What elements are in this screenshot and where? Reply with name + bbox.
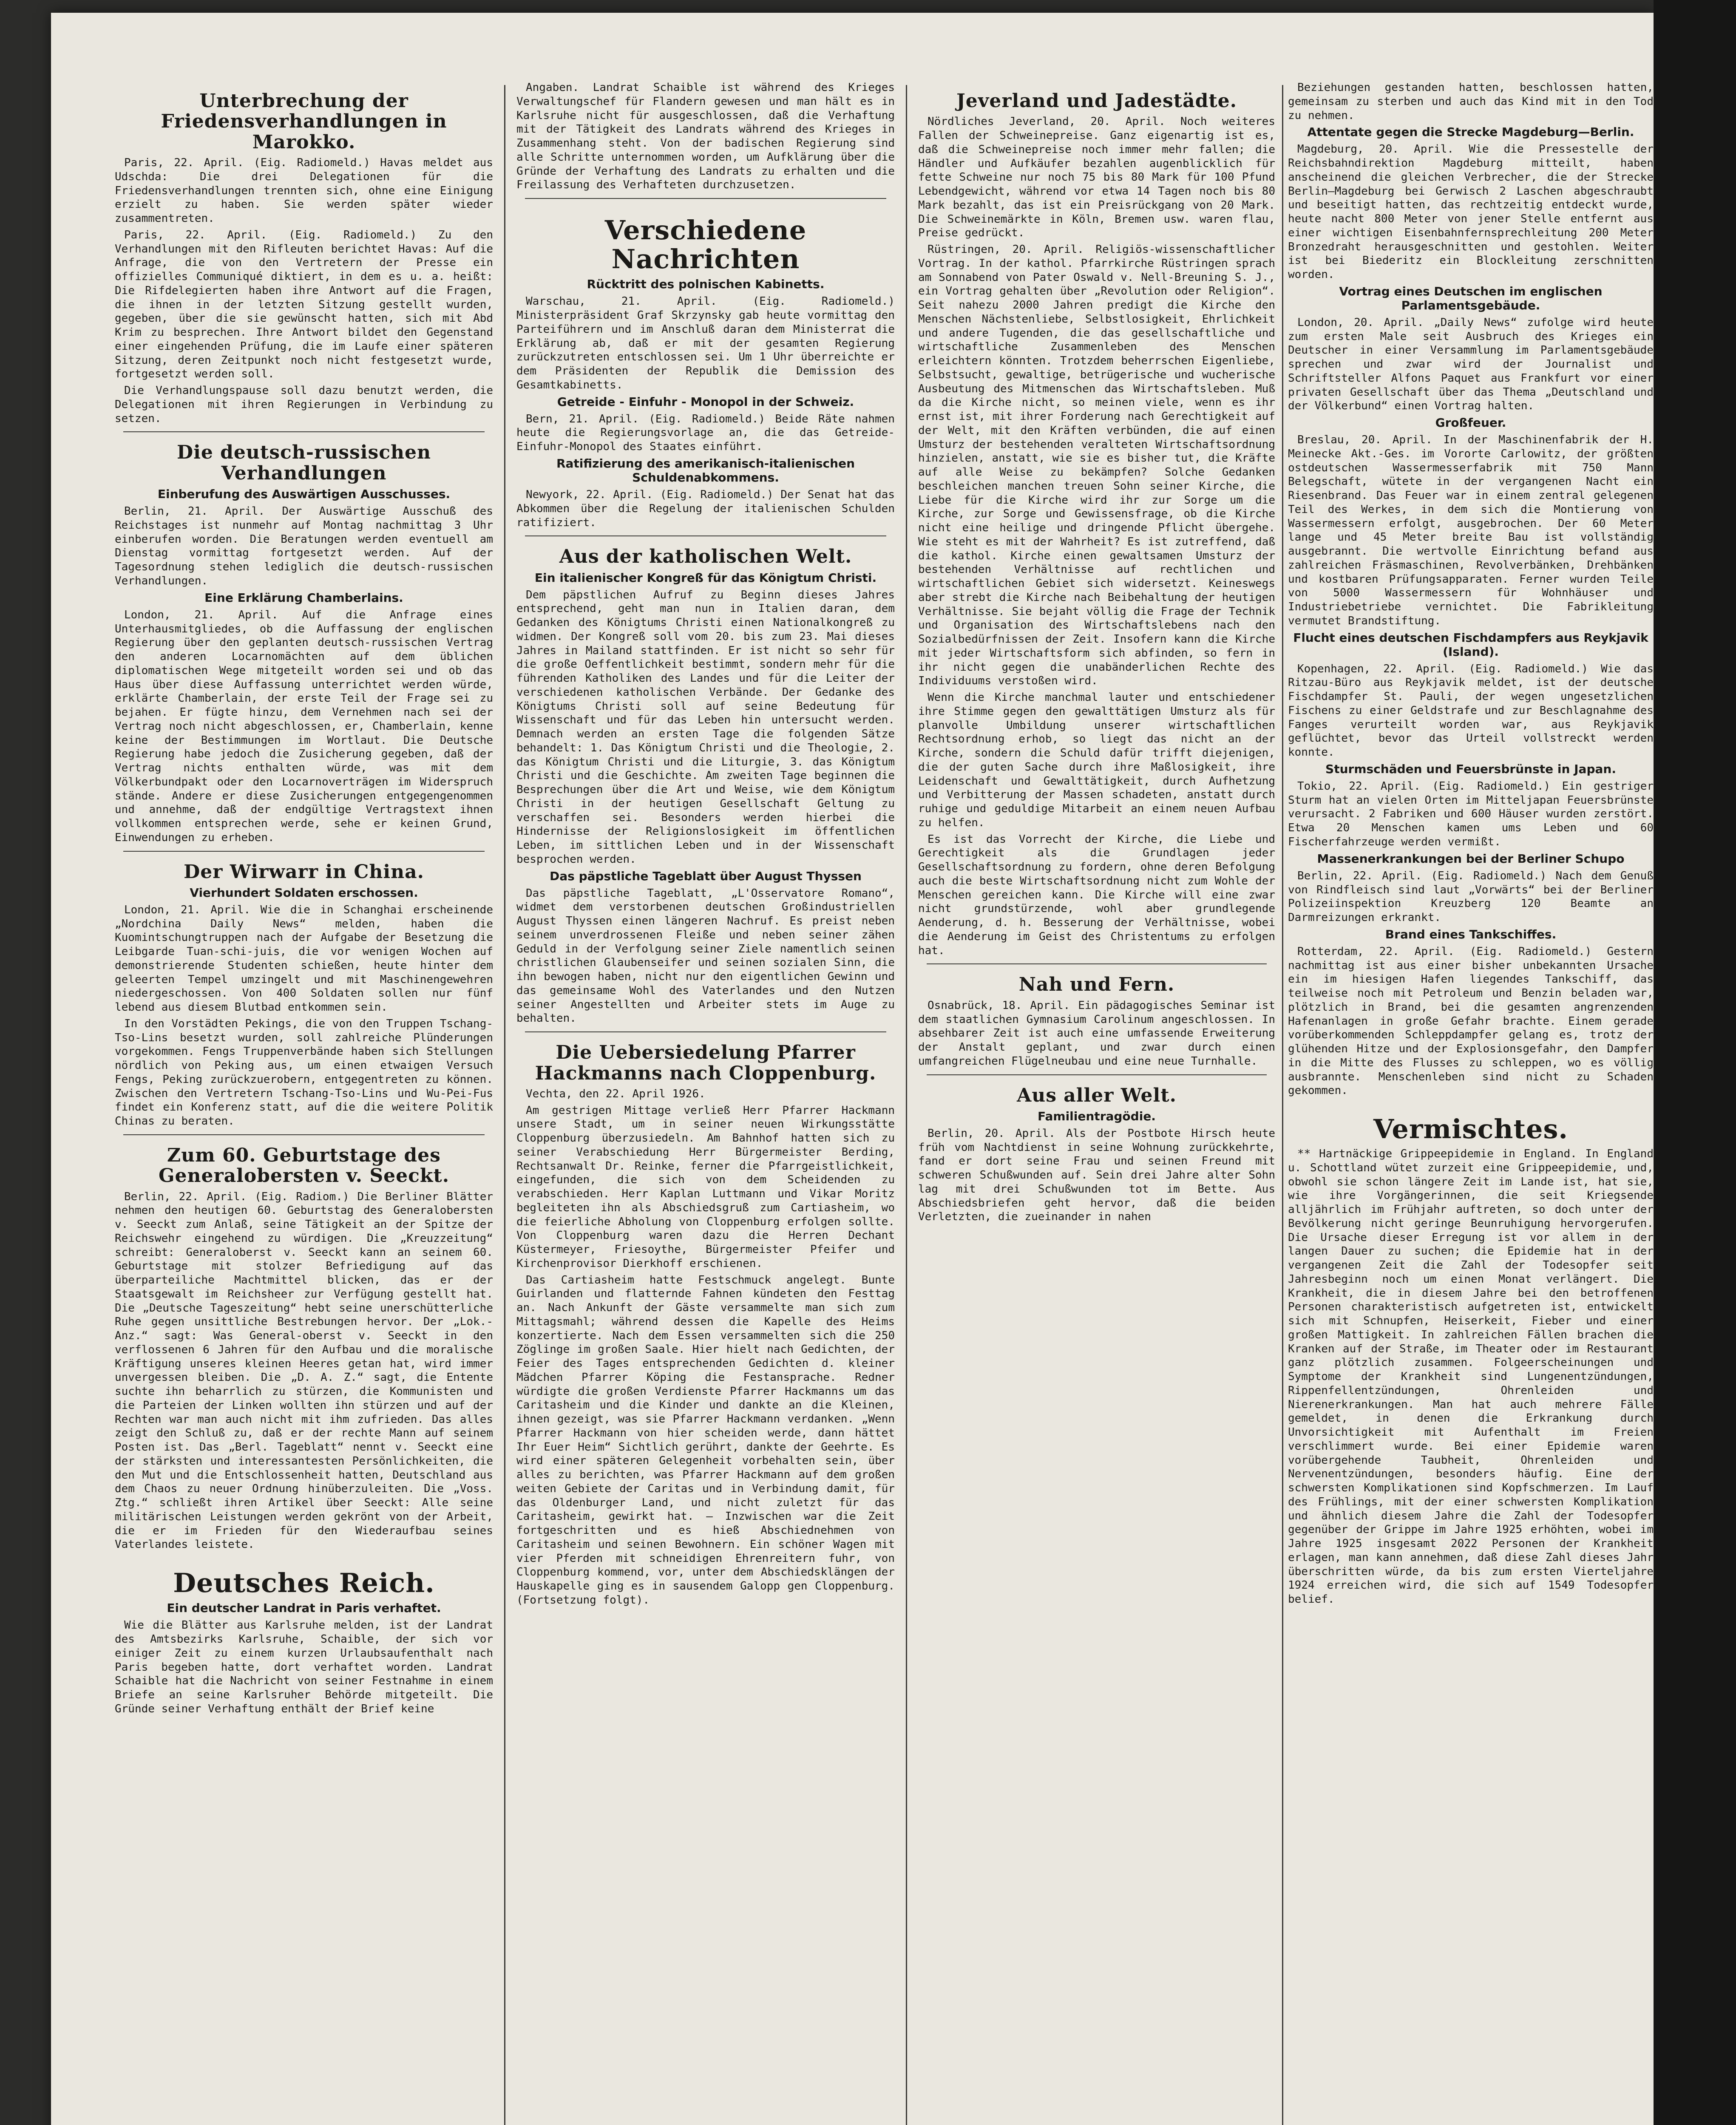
column-1 — [115, 81, 493, 2125]
article-paragraph: In den Vorstädten Pekings, die von den Truppen Tschang-Tso-Lins besetzt wurden, soll zahlreiche Plünderungen vorgekommen. Fengs Truppenverbände haben sich Stellungen nördlich von Peking aus, um einen etwaigen Versuch Fengs, Peking zurückzuerobern, entgegentreten zu können. Zwischen den Vertretern Tschang-Tso-Lins und Wu-Pei-Fus findet ein Konferenz statt, auf die die weitere Politik Chinas zu beraten. — [115, 1017, 493, 1128]
article-paragraph: Es ist das Vorrecht der Kirche, die Liebe und Gerechtigkeit als die Grundlagen jeder Gesellschaftsordnung zu fordern, ohne deren Befolgung auch die beste Wirtschaftsordnung nicht zum Wohle der Menschen gereichen kann. Die Kirche will eine zwar nicht grundstürzende, wohl aber grundlegende Aenderung, d. h. Besserung der Verhältnisse, wobei die Aenderung im Geist des Christentums zu erfolgen hat. — [918, 833, 1275, 957]
article-paragraph: Nördliches Jeverland, 20. April. Noch weiteres Fallen der Schweinepreise. Ganz eigenartig ist es, daß die Schweinepreise noch immer mehr fallen; die Händler und Aufkäufer bezahlen augenblicklich für fette Schweine nur noch 75 bis 80 Mark für 100 Pfund Lebendgewicht, während vor etwa 14 Tagen noch bis 80 Mark bezahlt, das ist ein Preisrückgang von 20 Mark. Die Schweinemärkte in Köln, Bremen usw. waren flau, Preise gedrückt. — [918, 115, 1275, 240]
column-4 — [1288, 81, 1654, 2125]
section-divider — [123, 851, 485, 852]
article-paragraph: Beziehungen gestanden hatten, beschlossen hatten, gemeinsam zu sterben und auch das Kind mit in den Tod zu nehmen. — [1288, 81, 1654, 122]
article-paragraph: Rüstringen, 20. April. Religiös-wissenschaftlicher Vortrag. In der kathol. Pfarrkirche Rüstringen sprach am Sonnabend von Pater Oswald v. Nell-Breuning S. J., ein Vortrag gehalten über „Revolution oder Religion“. Seit nahezu 2000 Jahren predigt die Kirche den Menschen Nächstenliebe, Selbstlosigkeit, Ehrlichkeit und andere Tugenden, die das gesellschaftliche und wirtschaftliche Zusammenleben des Menschen erleichtern könnten. Trotzdem beherrschen Eigenliebe, Selbstsucht, gewaltige, betrügerische und wucherische Ausbeutung des Mitmenschen das Wirtschaftsleben. Muß da die Kirche nicht, so meinen viele, wenn es ihr ernst ist, mit ihrer Forderung nach Gerechtigkeit auf der Welt, mit den Kräften verbünden, die auf einen Umsturz der bestehenden veralteten Wirtschaftsordnung hinzielen, anstatt, wie sie es bisher tut, die Kräfte auf alle Weise zu bekämpfen? Solche Gedanken beschleichen manchen treuen Sohn seiner Kirche, die Liebe für die Kirche wird ihr zur Sorge um die Kirche, zur Sorge und Gewissensfrage, ob die Kirche nicht eine heilige und dringende Pflicht übergehe. Wie steht es mit der Wahrheit? Es ist zutreffend, daß die kathol. Kirche einen gewaltsamen Umsturz der bestehenden Verhältnisse auf rechtlichen und wirtschaftlichen Gebiet sich widersetzt. Keineswegs aber strebt die Kirche nach Beibehaltung der heutigen Verhältnisse. Sie bejaht völlig die Frage der Technik und Organisation des Wirtschaftslebens nach den Sozialbedürfnissen der Zeit. Insofern kann die Kirche mit jeder Wirtschaftsform sich abfinden, so fern in ihr nicht gegen die unabänderlichen Rechte des Individuums verstoßen wird. — [918, 243, 1275, 688]
article-paragraph: Vechta, den 22. April 1926. — [526, 1087, 706, 1100]
article-headline: Jeverland und Jadestädte. — [956, 90, 1237, 112]
section-divider — [123, 1134, 485, 1135]
article-paragraph: Breslau, 20. April. In der Maschinenfabrik der H. Meinecke Akt.-Ges. im Vororte Carlowitz, der größten ostdeutschen Wassermesserfabrik mit 750 Mann Belegschaft, wütete in der vergangenen Nacht ein Riesenbrand. Das Feuer war in einem zentral gelegenen Teil des Werkes, in dem sich die Montierung von Wassermessern erfolgt, ausgebrochen. Der 60 Meter lange und 45 Meter breite Bau ist vollständig ausgebrannt. Die wertvolle Einrichtung befand aus zahlreichen Fräsmaschinen, Revolverbänken, Drehbänken und kostbaren Prüfungsapparaten. Ferner wurden Teile von 5000 Wassermessern für Wohnhäuser und Industriebetriebe vernichtet. Die Fabrikleitung vermutet Brandstiftung. — [1288, 434, 1654, 627]
article-subheadline: Eine Erklärung Chamberlains. — [204, 590, 403, 605]
article-subheadline: Großfeuer. — [1435, 416, 1506, 430]
article-paragraph: Dem päpstlichen Aufruf zu Beginn dieses Jahres entsprechend, geht man nun in Italien daran, dem Gedanken des Königtums Christi einen Nationalkongreß zu widmen. Der Kongreß soll vom 20. bis zum 23. Mai dieses Jahres in Mailand stattfinden. Er ist nicht so sehr für die große Oeffentlichkeit bestimmt, sondern mehr für die führenden Katholiken des Landes und für die Leiter der verschiedenen katholischen Verbände. Der Gedanke des Königtums Christi soll auf seine Bedeutung für Wissenschaft und für das Leben hin untersucht werden. Demnach werden an ersten Tage die folgenden Sätze behandelt: 1. Das Königtum Christi und die Theologie, 2. das Königtum Christi und die Liturgie, 3. das Königtum Christi und die Geschichte. Am zweiten Tage beginnen die Besprechungen über die Art und Weise, wie dem Königtum Christi in der heutigen Gesellschaft Geltung zu verschaffen sei. Besonders werden hierbei die Hindernisse der Religionslosigkeit im öffentlichen Leben, im sittlichen Leben und in der Wissenschaft besprochen werden. — [516, 588, 895, 866]
article-subheadline: Vortrag eines Deutschen im englischen Parlamentsgebäude. — [1339, 284, 1603, 312]
article-paragraph: Wie die Blätter aus Karlsruhe melden, ist der Landrat des Amtsbezirks Karlsruhe, Schaible, der sich vor einiger Zeit zu einem kurzen Urlaubsaufenthalt nach Paris begeben hatte, dort verhaftet worden. Landrat Schaible hat die Nachricht von seiner Festnahme in einem Briefe an seine Karlsruher Behörde mitgeteilt. Die Gründe seiner Verhaftung enthält der Brief keine — [115, 1619, 493, 1715]
column-2 — [516, 81, 895, 2125]
article-headline: Die Uebersiedelung Pfarrer Hackmanns nach Cloppenburg. — [535, 1042, 877, 1084]
article-paragraph: London, 21. April. Wie die in Schanghai erscheinende „Nordchina Daily News“ melden, haben die Kuomintschungtruppen nach der Aufgabe der Besetzung die Leibgarde Tuan-schi-juis, die vor wenigen Wochen auf demonstrierende Studenten schießen, heute hinter dem geleerten Tempel umzingelt und mit Maschinengewehren niedergeschossen. Von 400 Soldaten sollen nur fünf lebend aus diesem Blutbad entkommen sein. — [115, 903, 493, 1014]
article-paragraph: Am gestrigen Mittage verließ Herr Pfarrer Hackmann unsere Stadt, um in seiner neuen Wirkungsstätte Cloppenburg überzusiedeln. Am Bahnhof hatten sich zu seiner Verabschiedung Herr Bürgermeister Berding, Rechtsanwalt Dr. Reinke, ferner die Pfarrgeistlichkeit, eingefunden, die sich von dem Scheidenden zu verabschieden. Herr Kaplan Luttmann und Vikar Moritz begleiteten ihn als Abschiedsgruß zum Cartiasheim, wo die feierliche Abholung von Cloppenburg erfolgen sollte. Von Cloppenburg waren dazu die Herren Dechant Küstermeyer, Friesoythe, Bürgermeister Pfeifer und Kirchenprovisor Dierkhoff erschienen. — [516, 1104, 895, 1270]
article-headline: Die deutsch-russischen Verhandlungen — [176, 442, 431, 484]
article-paragraph: Rotterdam, 22. April. (Eig. Radiomeld.) Gestern nachmittag ist aus einer bisher unbekannten Ursache ein im hiesigen Hafen liegendes Tankschiff, das teilweise noch mit Petroleum und Benzin beladen war, plötzlich in Brand, bei die gesamten angrenzenden Hafenanlagen in große Gefahr brachte. Einem gerade vorüberkommenden Schleppdampfer gelang es, trotz der glühenden Hitze und der Explosionsgefahr, den Dampfer in die Mitte des Flusses zu schleppen, wo es völlig ausbrannte. Menschenleben sind nicht zu Schaden gekommen. — [1288, 945, 1654, 1097]
article-subheadline: Getreide - Einfuhr - Monopol in der Schweiz. — [557, 394, 854, 409]
article-headline: Nah und Fern. — [1018, 974, 1175, 996]
scan-border — [1654, 0, 1736, 2125]
section-divider — [927, 1074, 1267, 1075]
article-subheadline: Vierhundert Soldaten erschossen. — [190, 885, 418, 900]
article-paragraph: Paris, 22. April. (Eig. Radiomeld.) Havas meldet aus Udschda: Die drei Delegationen für die Friedensverhandlungen trennten sich, ohne eine Einigung erzielt zu haben. Sie werden später wieder zusammentreten. — [115, 156, 493, 225]
article-subheadline: Ein italienischer Kongreß für das Königtum Christi. — [534, 570, 877, 585]
article-subheadline: Flucht eines deutschen Fischdampfers aus Reykjavik (Island). — [1293, 630, 1648, 659]
article-subheadline: Massenerkrankungen bei der Berliner Schupo — [1317, 851, 1625, 866]
article-paragraph: Angaben. Landrat Schaible ist während des Krieges Verwaltungschef für Flandern gewesen und man hält es in Karlsruhe nicht für ausgeschlossen, daß die Verhaftung mit der Tätigkeit des Landrats während des Krieges in Zusammenhang steht. Von der badischen Regierung sind alle Schritte unternommen worden, um Aufklärung über die Gründe der Verhaftung des Landrats zu erhalten und die Freilassung des Verhafteten durchzusetzen. — [516, 81, 895, 192]
article-paragraph: Wenn die Kirche manchmal lauter und entschiedener ihre Stimme gegen den gewalttätigen Umsturz als für planvolle Umbildung unserer wirtschaftlichen Rechtsordnung erhob, so liegt das nicht an der Kirche, sondern die Schuld dafür trifft diejenigen, die der guten Sache durch ihre Maßlosigkeit, ihre Leidenschaft und Gewalttätigkeit, durch Aufhetzung und Verbitterung der Massen schadeten, anstatt durch ruhige und geduldige Mitarbeit an einem neuen Aufbau zu helfen. — [918, 691, 1275, 829]
article-paragraph: Berlin, 20. April. Als der Postbote Hirsch heute früh vom Nachtdienst in seine Wohnung zurückkehrte, fand er dort seine Frau und seinen Freund mit schweren Schußwunden auf. Sein drei Jahre alter Sohn lag mit drei Schußwunden tot im Bette. Aus Abschiedsbriefen geht hervor, daß die beiden Verletzten, die zueinander in nahen — [918, 1127, 1275, 1224]
article-paragraph: Bern, 21. April. (Eig. Radiomeld.) Beide Räte nahmen heute die Regierungsvorlage an, die das Getreide-Einfuhr-Monopol des Staates einführt. — [516, 412, 895, 453]
article-paragraph: Kopenhagen, 22. April. (Eig. Radiomeld.) Wie das Ritzau-Büro aus Reykjavik meldet, ist der deutsche Fischdampfer St. Pauli, der wegen ungesetzlichen Fischens zu einer Geldstrafe und zur Beschlagnahme des Fanges verurteilt worden war, aus Reykjavik geflüchtet, bevor das Urteil vollstreckt werden konnte. — [1288, 662, 1654, 759]
section-divider — [525, 1031, 886, 1032]
article-headline: Zum 60. Geburtstage des Generalobersten v. Seeckt. — [158, 1144, 450, 1187]
article-paragraph: Das Cartiasheim hatte Festschmuck angelegt. Bunte Guirlanden und flatternde Fahnen kündeten den Festtag an. Nach Ankunft der Gäste versammelte man sich zum Mittagsmahl; während dessen die Kapelle des Heims konzertierte. Nach dem Essen versammelten sich die 250 Zöglinge im großen Saale. Hier hielt nach Gedichten, der Feier des Tages entsprechenden Gedichten d. kleiner Mädchen Pfarrer Köping die Festansprache. Redner würdigte die großen Verdienste Pfarrer Hackmanns um das Caritasheim und die Kinder und dankte an die Kleinen, ihnen gezeigt, was sie Pfarrer Hackmann verdanken. „Wenn Pfarrer Hackmann von hier scheiden werde, dann hättet Ihr Euer Heim“ Sichtlich gerührt, dankte der Geehrte. Es wird einer späteren Gelegenheit vorbehalten sein, über alles zu berichten, was Pfarrer Hackmann auf dem großen weiten Gebiete der Caritas und in Verbindung damit, für das Oldenburger Land, und nicht zuletzt für das Caritasheim, gewirkt hat. — Inzwischen war die Zeit fortgeschritten und es hieß Abschiednehmen von Caritasheim und seinen Bewohnern. Ein schöner Wagen mit vier Pferden mit schneidigen Ehrenreitern fuhr, von Cloppenburg kommend, vor, unter dem Abschiedsklängen der Hauskapelle ging es in sausendem Galopp gen Cloppenburg. (Fortsetzung folgt). — [516, 1273, 895, 1606]
article-paragraph: Magdeburg, 20. April. Wie die Pressestelle der Reichsbahndirektion Magdeburg mitteilt, haben anscheinend die gleichen Verbrecher, die der Strecke Berlin—Magdeburg bei Gerwisch 2 Laschen abgeschraubt und beseitigt hatten, das rechtzeitig entdeckt wurde, heute nacht 800 Meter von jener Stelle entfernt aus einer wichtigen Eisenbahnfernsprechleitung 200 Meter Bronzedraht herausgeschnitten und gestohlen. Weiter ist bei Biederitz ein Blockleitung zerschnitten worden. — [1288, 143, 1654, 281]
article-paragraph: Osnabrück, 18. April. Ein pädagogisches Seminar ist dem staatlichen Gymnasium Carolinum angeschlossen. In absehbarer Zeit ist auch eine umfassende Erweiterung der Anstalt geplant, und zwar durch einen umfangreichen Flügelneubau und eine neue Turnhalle. — [918, 999, 1275, 1068]
column-rule — [906, 85, 907, 2125]
article-paragraph: Newyork, 22. April. (Eig. Radiomeld.) Der Senat hat das Abkommen über die Regelung der italienischen Schulden ratifiziert. — [516, 488, 895, 529]
article-subheadline: Familientragödie. — [1038, 1109, 1156, 1123]
article-paragraph: London, 21. April. Auf die Anfrage eines Unterhausmitgliedes, ob die Auffassung der englischen Regierung über den geplanten deutsch-russischen Vertrag den anderen Locarnomächten auf dem üblichen diplomatischen Wege mitgeteilt worden sei und ob das Haus über diese Auffassung unterrichtet werden würde, erklärte Chamberlain, der erste Teil der Frage sei zu bejahen. Er fügte hinzu, dem Vernehmen nach sei der Vertrag noch nicht abgeschlossen, er, Chamberlain, kenne keine der Bestimmungen im Wortlaut. Die Deutsche Regierung habe jedoch die Zusicherung gegeben, daß der Vertrag nichts enthalten würde, was mit dem Völkerbundpakt oder den Locarnoverträgen im Widerspruch stände. Andere er diese Zusicherungen entgegengenommen und annehme, daß der endgültige Vertragstext ihnen vollkommen entsprechen werde, sehe er keinen Grund, Einwendungen zu erheben. — [115, 608, 493, 844]
section-divider — [123, 431, 485, 432]
article-subheadline: Das päpstliche Tageblatt über August Thyssen — [550, 869, 862, 883]
article-subheadline: Attentate gegen die Strecke Magdeburg—Berlin. — [1307, 125, 1634, 139]
article-paragraph: Tokio, 22. April. (Eig. Radiomeld.) Ein gestriger Sturm hat an vielen Orten im Mitteljapan Feuersbrünste verursacht. 2 Fabriken und 600 Häuser wurden zerstört. Etwa 20 Menschen kamen ums Leben und 60 Fischerfahrzeuge werden vermißt. — [1288, 779, 1654, 848]
article-headline: Deutsches Reich. — [173, 1567, 435, 1599]
column-3 — [918, 81, 1275, 2125]
article-paragraph: Berlin, 22. April. (Eig. Radiomeld.) Nach dem Genuß von Rindfleisch sind laut „Vorwärts“ bei der Berliner Polizeiinspektion Kreuzberg 120 Beamte an Darmreizungen erkrankt. — [1288, 869, 1654, 924]
section-divider — [927, 963, 1267, 964]
article-paragraph: Warschau, 21. April. (Eig. Radiomeld.) Ministerpräsident Graf Skrzynsky gab heute vormittag den Parteiführern und im Anschluß daran dem Ministerrat die Erklärung ab, daß er mit der gesamten Regierung zurückzutreten entschlossen sei. Um 1 Uhr überreichte er dem Präsidenten der Republik die Demission des Gesamtkabinetts. — [516, 295, 895, 391]
article-paragraph: Berlin, 21. April. Der Auswärtige Ausschuß des Reichstages ist nunmehr auf Montag nachmittag 3 Uhr einberufen worden. Die Beratungen werden eventuell am Dienstag vormittag fortgesetzt werden. Auf der Tagesordnung stehen lediglich die deutsch-russischen Verhandlungen. — [115, 505, 493, 587]
article-headline: Unterbrechung der Friedensverhandlungen in Marokko. — [161, 90, 447, 153]
article-paragraph: ** Hartnäckige Grippeepidemie in England. In England u. Schottland wütet zurzeit eine Grippeepidemie, und, obwohl sie schon längere Zeit im Lande ist, hat sie, wie ihre Vorgängerinnen, die seit Kriegsende alljährlich im Frühjahr auftreten, so doch unter der Bevölkerung nicht geringe Beunruhigung hervorgerufen. Die Ursache dieser Erregung ist vor allem in der langen Dauer zu suchen; die Epidemie hat in der vergangenen Zeit die Zahl der Todesopfer seit Jahresbeginn noch um einen Monat verlängert. Die Krankheit, die in diesem Jahre bei den betroffenen Personen charakteristisch aufgetreten ist, entwickelt sich mit Schnupfen, Heiserkeit, Fieber und einer großen Mattigkeit. In zahlreichen Fällen brachen die Kranken auf der Straße, im Theater oder im Restaurant ganz plötzlich zusammen. Folgeerscheinungen und Symptome der Krankheit sind Lungenentzündungen, Rippenfellentzündungen, Ohrenleiden und Nierenerkrankungen. Man hat auch mehrere Fälle gemeldet, in denen die Erkrankung durch Unvorsichtigkeit mit Aufenthalt im Freien verschlimmert wurde. Bei einer Epidemie waren vorübergehende Taubheit, Ohrenleiden und Nervenentzündungen, besonders häufig. Eine der schwersten Komplikationen sind Kopfschmerzen. Im Lauf des Frühlings, mit der einer schwersten Komplikation und ähnlich diesem Jahre die Zahl der Todesopfer gegenüber der Grippe im Jahre 1925 erhöhten, wobei im Jahre 1925 insgesamt 2022 Personen der Krankheit erlagen, man kann annehmen, daß diese Zahl dieses Jahr überschritten würde, da bis zum ersten Vierteljahre 1924 erreichen wird, die sich auf 1549 Todesopfer belief. — [1288, 1148, 1654, 1606]
article-headline: Aus aller Welt. — [1017, 1084, 1177, 1106]
article-paragraph: Die Verhandlungspause soll dazu benutzt werden, die Delegationen mit ihren Regierungen in Verbindung zu setzen. — [115, 384, 493, 425]
article-subheadline: Brand eines Tankschiffes. — [1385, 927, 1557, 941]
article-headline: Verschiedene Nachrichten — [604, 215, 807, 275]
article-paragraph: Berlin, 22. April. (Eig. Radiom.) Die Berliner Blätter nehmen den heutigen 60. Geburtstag des Generalobersten v. Seeckt zum Anlaß, seine Tätigkeit an der Spitze der Reichswehr eingehend zu würdigen. Die „Kreuzzeitung“ schreibt: Generaloberst v. Seeckt kann an seinem 60. Geburtstage mit stolzer Befriedigung auf das überparteiliche Machtmittel blicken, das er der Staatsgewalt im Reichsheer zur Verfügung gestellt hat. Die „Deutsche Tageszeitung“ hebt seine unerschütterliche Ruhe gegen unsittliche Bestrebungen hervor. Der „Lok.-Anz.“ sagt: Was General-oberst v. Seeckt in den verflossenen 6 Jahren für den Aufbau und die moralische Kräftigung unseres kleinen Heeres getan hat, wird immer unvergessen bleiben. Die „D. A. Z.“ sagt, die Entente suchte ihn beharrlich zu stürzen, die Kommunisten und die Parteien der Linken wollten ihn stürzen und auf der Rechten war man auch nicht mit ihm zufrieden. Das alles zeigt den Schluß zu, daß er der rechte Mann auf seinem Posten ist. Das „Berl. Tageblatt“ nennt v. Seeckt eine der stärksten und interessantesten Persönlichkeiten, die den Mut und die Entschlossenheit hatten, Deutschland aus dem Chaos zu neuer Ordnung hinüberzuleiten. Die „Voss. Ztg.“ schließt ihren Artikel über Seeckt: Alle seine militärischen Leistungen werden gekrönt von der Arbeit, die er im Frieden für den Wiederaufbau seines Vaterlandes leistete. — [115, 1190, 493, 1551]
article-headline: Aus der katholischen Welt. — [559, 546, 852, 568]
article-subheadline: Sturmschäden und Feuersbrünste in Japan. — [1325, 762, 1616, 776]
article-subheadline: Rücktritt des polnischen Kabinetts. — [587, 277, 825, 292]
article-headline: Vermischtes. — [1373, 1114, 1568, 1145]
column-rule — [504, 85, 505, 2125]
article-subheadline: Ein deutscher Landrat in Paris verhaftet. — [167, 1601, 441, 1615]
article-paragraph: Das päpstliche Tageblatt, „L'Osservatore Romano“, widmet dem verstorbenen deutschen Großindustriellen August Thyssen einen längeren Nachruf. Es preist neben seinem unverdrossenen Fleiße und neben seiner zähen Geduld in der Verfolgung seiner Ziele namentlich seinen christlichen Glaubenseifer und seinen sozialen Sinn, die ihn bewogen haben, nicht nur den eigentlichen Gewinn und das gemeinsame Wohl des Vaterlandes und den Nutzen seiner Angestellten und Arbeiter stets im Auge zu behalten. — [516, 887, 895, 1025]
article-paragraph: Paris, 22. April. (Eig. Radiomeld.) Zu den Verhandlungen mit den Rifleuten berichtet Havas: Auf die Anfrage, die von den Vertretern der Presse ein offizielles Communiqué diktiert, in dem es u. a. heißt: Die Rifdelegierten haben ihre Antwort auf die Fragen, die ihnen in der letzten Sitzung gestellt wurden, gegeben, über die sie gewünscht hatten, sich mit Abd Krim zu besprechen. Ihre Antwort bildet den Gegenstand einer eingehenden Prüfung, die im Laufe einer späteren Sitzung, deren Zeitpunkt noch nicht festgesetzt wurde, fortgesetzt werden soll. — [115, 228, 493, 381]
article-headline: Der Wirwarr in China. — [184, 861, 424, 883]
article-subheadline: Ratifizierung des amerikanisch-italienischen Schuldenabkommens. — [556, 456, 855, 484]
section-divider — [525, 198, 886, 199]
article-paragraph: London, 20. April. „Daily News“ zufolge wird heute zum ersten Male seit Ausbruch des Krieges ein Deutscher in einer Versammlung im Parlamentsgebäude sprechen und zwar wird der Journalist und Schriftsteller Alfons Paquet aus Frankfurt vor einer privaten Gesellschaft über das Thema „Deutschland und der Völkerbund“ einen Vortrag halten. — [1288, 316, 1654, 413]
article-subheadline: Einberufung des Auswärtigen Ausschusses. — [157, 487, 451, 502]
column-rule — [1282, 85, 1283, 2125]
